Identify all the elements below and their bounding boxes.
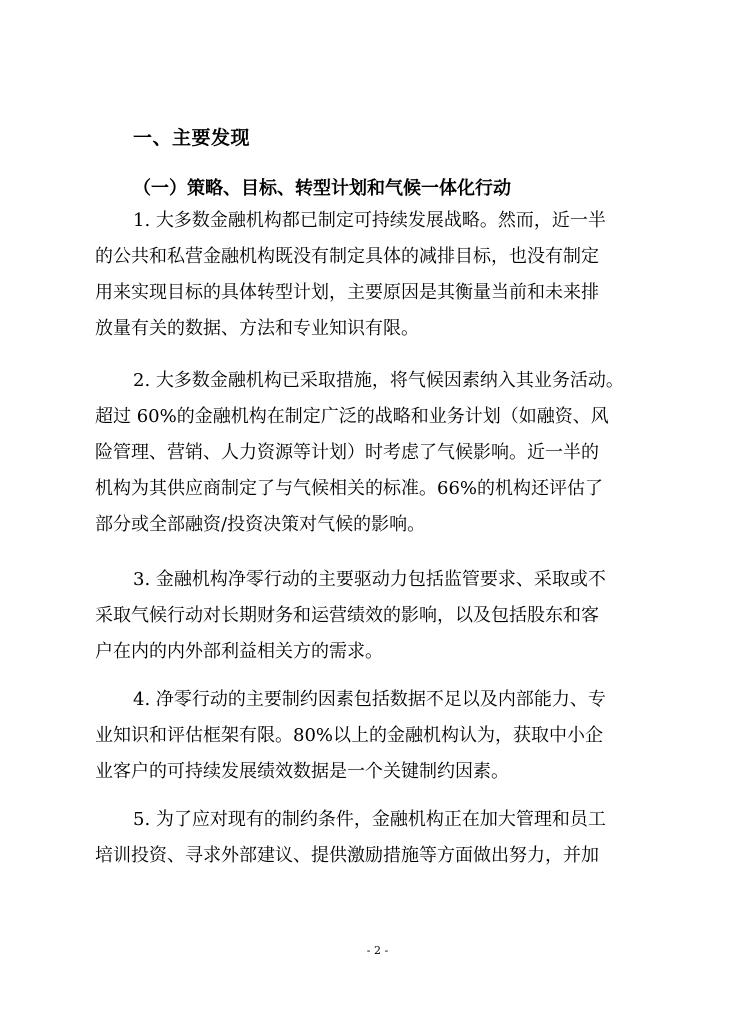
paragraph-line: 超过 60%的金融机构在制定广泛的战略和业务计划（如融资、风 [95, 406, 609, 427]
paragraph-line: 采取气候行动对长期财务和运营绩效的影响，以及包括股东和客 [95, 605, 599, 626]
paragraph-line: 部分或全部融资/投资决策对气候的影响。 [95, 514, 426, 535]
paragraph-line: 业客户的可持续发展绩效数据是一个关键制约因素。 [95, 761, 509, 782]
paragraph-3 [95, 562, 606, 670]
sub-heading: （一）策略、目标、转型计划和气候一体化行动 [133, 178, 511, 199]
paragraph-line: 用来实现目标的具体转型计划，主要原因是其衡量当前和未来排 [95, 282, 599, 303]
paragraph-line: 5. 为了应对现有的制约条件，金融机构正在加大管理和员工 [133, 809, 606, 830]
paragraph-line: 险管理、营销、人力资源等计划）时考虑了气候影响。近一半的 [95, 442, 599, 463]
paragraph-line: 放量有关的数据、方法和专业知识有限。 [95, 318, 419, 339]
paragraph-1 [95, 203, 606, 347]
page-number: - 2 - [366, 944, 389, 957]
paragraph-line: 户在内的内外部利益相关方的需求。 [95, 641, 383, 662]
paragraph-5 [95, 802, 606, 874]
section-heading: 一、主要发现 [133, 127, 251, 149]
paragraph-line: 1. 大多数金融机构都已制定可持续发展战略。然而，近一半 [133, 210, 606, 231]
paragraph-2 [95, 363, 624, 543]
paragraph-line: 机构为其供应商制定了与气候相关的标准。66%的机构还评估了 [95, 478, 604, 499]
paragraph-line: 4. 净零行动的主要制约因素包括数据不足以及内部能力、专 [133, 689, 606, 710]
paragraph-line: 3. 金融机构净零行动的主要驱动力包括监管要求、采取或不 [133, 569, 606, 590]
paragraph-line: 的公共和私营金融机构既没有制定具体的减排目标，也没有制定 [95, 246, 599, 267]
paragraph-line: 业知识和评估框架有限。80%以上的金融机构认为，获取中小企 [95, 725, 604, 746]
paragraph-line: 培训投资、寻求外部建议、提供激励措施等方面做出努力，并加 [95, 845, 599, 866]
paragraph-line: 2. 大多数金融机构已采取措施，将气候因素纳入其业务活动。 [133, 370, 624, 391]
paragraph-4 [95, 682, 606, 790]
